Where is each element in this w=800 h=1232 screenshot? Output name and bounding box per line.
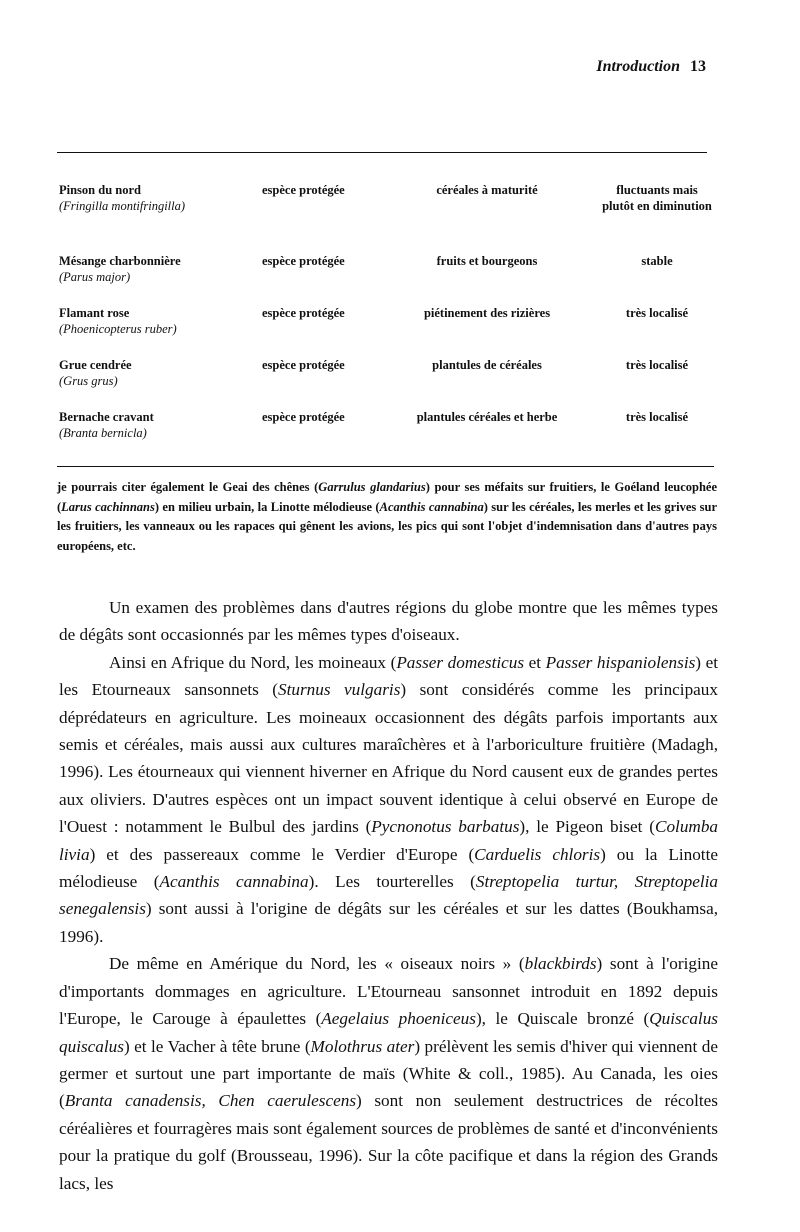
species-common-name: Grue cendrée [59,358,132,372]
trend-cell [557,305,757,321]
species-common-name: Bernache cravant [59,410,154,424]
header-title: Introduction [596,58,680,75]
paragraph-text: Ainsi en Afrique du Nord, les moineaux ( [109,652,397,672]
latin-name: Streptopelia turtur, Streptopelia senegalensis [59,872,719,919]
species-common-name: Pinson du nord [59,183,141,197]
species-cell [59,357,249,389]
running-header [596,58,706,76]
species-cell [59,182,249,214]
paragraph-text: ) ou la Linotte mélodieuse ( [59,844,718,892]
species-cell [59,305,249,337]
latin-name: Carduelis chloris [474,844,601,864]
paragraph-text: ) sont non seulement destructrices de récoltes céréalières et fourragères mais sont également sources de problèmes de santé et d'inconvénients pour la pratique du golf (Brousseau, 1996). Sur la côte pacifique et dans la région des Grands lacs, les [59,1091,718,1193]
damage-cell: plantules de céréales [432,358,542,372]
trend-cell [557,182,757,214]
table-top-rule [57,152,707,153]
trend-line-1: stable [641,254,673,268]
species-cell [59,409,249,441]
species-latin-name: (Phoenicopterus ruber) [59,322,177,336]
trend-line-2: plutôt en diminution [602,199,712,213]
paragraph: Un examen des problèmes dans d'autres régions du globe montre que les mêmes types de dégâts sont occasionnés par les mêmes types d'oiseaux. [59,598,718,645]
paragraph-text: ) sont considérés comme les principaux déprédateurs en agriculture. Les moineaux occasionnent des dégâts parfois importants aux semis et céréales, mais aussi aux cultures maraîchères et à l'arboriculture fruitière (Madagh, 1996). Les étourneaux qui viennent hiverner en Afrique du Nord causent eux de grandes pertes aux oliviers. D'autres espèces ont un impact souvent identique à celui observé en Europe de l'Ouest : notamment le Bulbul des jardins ( [59,680,718,837]
table-row [57,305,717,345]
body-text [59,594,718,1197]
latin-name: Quiscalus quiscalus [59,1009,718,1056]
latin-name: Acanthis cannabina [159,872,309,892]
damage-cell: piétinement des rizières [423,306,551,320]
footnote-latin: Larus cachinnans [61,499,155,514]
status-cell: espèce protégée [262,410,345,424]
trend-line-1: très localisé [625,358,689,372]
table-row [57,409,717,449]
table-row [57,182,717,222]
footnote-text: je pourrais citer également le Geai des chênes ( [57,480,319,494]
species-latin-name: (Branta bernicla) [59,426,147,440]
paragraph [59,649,718,950]
footnote-latin: Acanthis cannabina [379,499,484,514]
latin-name: Branta canadensis, Chen caerulescens [64,1091,357,1111]
damage-cell: plantules céréales et herbe [416,410,558,424]
latin-name: Columba livia [59,817,719,864]
species-latin-name: (Grus grus) [59,374,118,388]
status-cell: espèce protégée [262,306,345,320]
damage-cell: fruits et bourgeons [436,254,538,268]
page-number: 13 [690,58,706,75]
species-latin-name: (Parus major) [59,270,131,284]
paragraph-text: ) et le Vacher à tête brune ( [123,1036,311,1056]
paragraph-text: ) sont à l'origine d'importants dommages en agriculture. L'Etourneau sansonnet introduit en 1892 depuis l'Europe, le Carouge à épaulettes ( [59,954,718,1029]
damage-cell: céréales à maturité [436,183,538,197]
latin-name: Pycnonotus barbatus [371,817,520,837]
table-row [57,357,717,397]
species-common-name: Flamant rose [59,306,130,320]
footnote-latin: Garrulus glandarius [318,480,426,494]
footnote-text: ) sur les céréales, les merles et les grives sur les fruitiers, les vanneaux ou les rapaces qui gênent les avions, les pics qui sont l'objet d'indemnisation dans d'autres pays européens, etc. [57,499,718,553]
paragraph-text: ), le Quiscale bronzé ( [475,1009,650,1029]
paragraph-text: ) et des passereaux comme le Verdier d'Europe ( [89,844,475,864]
trend-line-1: fluctuants mais [616,183,698,197]
trend-cell [557,357,757,373]
paragraph-text: ) sont aussi à l'origine de dégâts sur les céréales et sur les dattes (Boukhamsa, 1996). [59,899,718,946]
paragraph-text: et [524,652,546,672]
trend-line-1: très localisé [625,410,689,424]
table-footnote [57,478,717,556]
paragraph-text: ), le Pigeon biset ( [519,817,655,837]
latin-name: blackbirds [524,954,597,974]
trend-cell [557,409,757,425]
trend-cell [557,253,757,269]
species-common-name: Mésange charbonnière [59,254,181,268]
species-cell [59,253,249,285]
species-latin-name: (Fringilla montifringilla) [59,199,186,213]
latin-name: Sturnus vulgaris [278,680,401,700]
paragraph [59,950,718,1197]
latin-name: Passer domesticus [396,652,525,672]
table-bottom-rule [57,466,714,467]
footnote-text: ) en milieu urbain, la Linotte mélodieuse ( [154,499,380,514]
status-cell: espèce protégée [262,254,345,268]
paragraph-text: ) et les Etourneaux sansonnets ( [59,652,718,700]
status-cell: espèce protégée [262,183,345,197]
paragraph-text: ) prélèvent les semis d'hiver qui viennent de germer et surtout une part importante de maïs (White & coll., 1985). Au Canada, les oies ( [59,1036,719,1111]
trend-line-1: très localisé [625,306,689,320]
paragraph-text: De même en Amérique du Nord, les « oiseaux noirs » ( [109,954,525,974]
latin-name: Molothrus ater [310,1036,415,1056]
table-row [57,253,717,293]
status-cell: espèce protégée [262,358,345,372]
footnote-text: ) pour ses méfaits sur fruitiers, le Goéland leucophée ( [57,480,718,514]
latin-name: Passer hispaniolensis [545,652,696,672]
latin-name: Aegelaius phoeniceus [321,1009,476,1029]
paragraph-text: ). Les tourterelles ( [308,872,476,892]
